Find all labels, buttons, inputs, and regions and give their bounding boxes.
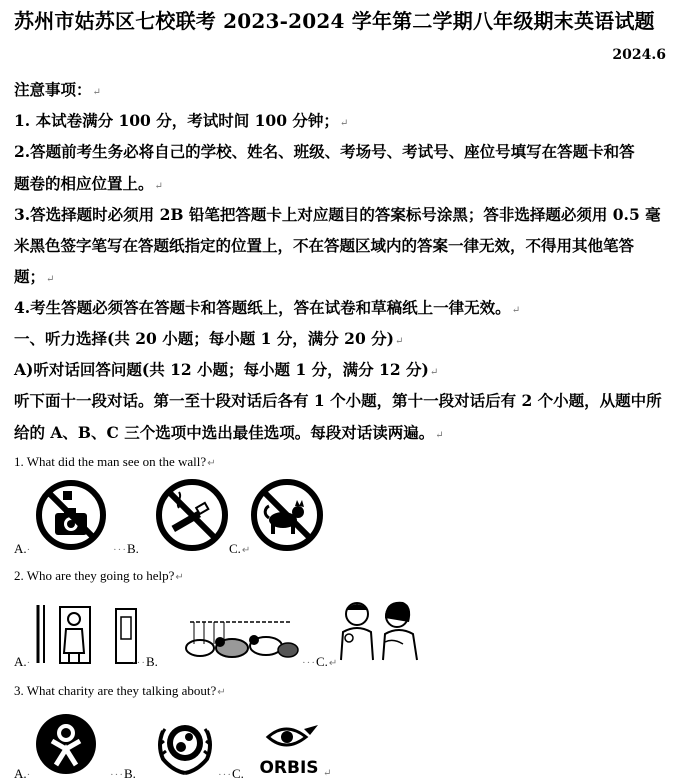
oxfam-logo-icon <box>30 713 102 775</box>
q3-option-c: ···C. <box>218 766 244 781</box>
note-3-line-2: 米黑色签字笔写在答题纸指定的位置上，不在答题区域内的答案一律无效，不得用其他笔答 <box>14 236 635 255</box>
q2-option-c: ···C.↵ <box>302 654 338 669</box>
section-1-heading: 一、听力选择(共 20 小题；每小题 1 分，满分 20 分)↵ <box>14 329 404 348</box>
q3-end-mark: ↵ <box>323 768 332 779</box>
unicef-logo-icon <box>153 713 217 777</box>
note-3-line-1: 3.答选择题时必须用 2B 铅笔把答题卡上对应题目的答案标号涂黑；答非选择题必须用 0.5 毫 <box>14 205 661 224</box>
note-1: 1. 本试卷满分 100 分，考试时间 100 分钟；↵ <box>14 111 349 130</box>
note-3-line-3: 题；↵ <box>14 267 55 286</box>
exam-title: 苏州市姑苏区七校联考 2023-2024 学年第二学期八年级期末英语试题 <box>14 9 655 33</box>
section-a-heading: A)听对话回答问题(共 12 小题；每小题 1 分，满分 12 分)↵ <box>14 360 439 379</box>
exam-date: 2024.6 <box>612 47 666 63</box>
note-4: 4.考生答题必须答在答题卡和答题纸上，答在试卷和草稿纸上一律无效。↵ <box>14 298 521 317</box>
instructions-line-2: 给的 A、B、C 三个选项中选出最佳选项。每段对话读两遍。↵ <box>14 423 444 442</box>
q2-option-b: ···B. <box>132 654 158 669</box>
notes-heading: 注意事项：↵ <box>14 80 101 99</box>
question-1: 1. What did the man see on the wall?↵ <box>14 454 216 469</box>
question-2: 2. Who are they going to help?↵ <box>14 568 184 583</box>
no-pets-sign-icon <box>251 478 323 552</box>
orbis-logo-text: ORBIS <box>259 758 319 778</box>
q1-option-a: A.· <box>14 541 32 556</box>
man-in-doorway-image <box>36 603 140 665</box>
note-2-line-1: 2.答题前考生务必将自己的学校、姓名、班级、考场号、考试号、座位号填写在答题卡和答 <box>14 142 635 161</box>
no-smoking-sign-icon <box>155 478 229 552</box>
q3-option-b: ···B. <box>110 766 136 781</box>
no-photo-sign-icon <box>35 479 107 551</box>
instructions-line-1: 听下面十一段对话。第一至十段对话后各有 1 个小题，第十一段对话后有 2 个小题，从题中所 <box>14 391 662 410</box>
note-2-line-2: 题卷的相应位置上。↵ <box>14 174 163 193</box>
homeless-people-image <box>180 614 300 660</box>
question-3: 3. What charity are they talking about?↵ <box>14 683 226 698</box>
couple-talking-image <box>333 598 427 662</box>
q2-option-a: A.· <box>14 654 32 669</box>
q1-option-c: C.↵ <box>229 541 251 556</box>
q1-option-b: ···B. <box>113 541 139 556</box>
orbis-logo-icon <box>258 723 320 778</box>
q3-option-a: A.· <box>14 766 32 781</box>
